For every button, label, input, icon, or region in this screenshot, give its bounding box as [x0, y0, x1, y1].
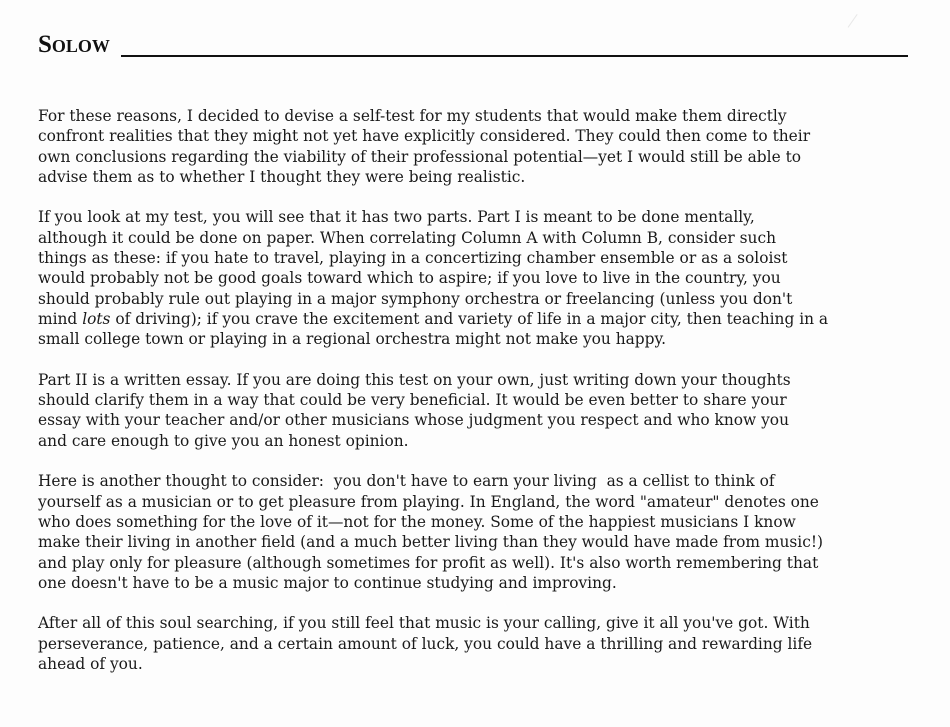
text-line: After all of this soul searching, if you still feel that music is your calling, give it all you've got. With	[38, 614, 810, 633]
text-line-with-italic	[38, 309, 918, 329]
text-line: If you look at my test, you will see that it has two parts. Part I is meant to be done mentally,	[38, 208, 755, 227]
text-line: yourself as a musician or to get pleasure from playing. In England, the word "amateur" denotes one	[38, 492, 819, 511]
text-line: confront realities that they might not yet have explicitly considered. They could then come to their	[38, 127, 811, 146]
text-line: should clarify them in a way that could be very beneficial. It would be even better to share your	[38, 391, 787, 410]
text-line: perseverance, patience, and a certain amount of luck, you could have a thrilling and rewarding life	[38, 634, 813, 653]
text-line: advise them as to whether I thought they were being realistic.	[38, 167, 526, 186]
text-run: mind	[38, 309, 83, 328]
header-rule	[121, 55, 908, 57]
paragraph-5	[38, 613, 918, 674]
text-line: Part II is a written essay. If you are doing this test on your own, just writing down your thoughts	[38, 370, 791, 389]
paragraph-2	[38, 207, 918, 349]
paragraph-1	[38, 106, 918, 187]
paragraph-4	[38, 471, 918, 593]
text-line: small college town or playing in a regional orchestra might not make you happy.	[38, 330, 667, 349]
scan-artifact	[839, 8, 857, 27]
text-line: and play only for pleasure (although sometimes for profit as well). It's also worth remembering that	[38, 553, 819, 572]
text-line: should probably rule out playing in a major symphony orchestra or freelancing (unless you don't	[38, 289, 793, 308]
author-name: Solow	[38, 31, 110, 58]
text-line: For these reasons, I decided to devise a self-test for my students that would make them directly	[38, 107, 787, 125]
text-line: although it could be done on paper. When correlating Column A with Column B, consider such	[38, 228, 777, 247]
text-line: and care enough to give you an honest opinion.	[38, 431, 409, 450]
text-line: who does something for the love of it—not for the money. Some of the happiest musicians I know	[38, 512, 796, 531]
text-run: of driving); if you crave the excitement and variety of life in a major city, then teaching in a	[110, 309, 829, 328]
text-line: one doesn't have to be a music major to continue studying and improving.	[38, 573, 617, 592]
text-line: would probably not be good goals toward which to aspire; if you love to live in the country, you	[38, 269, 781, 288]
running-header	[38, 28, 908, 62]
text-line: Here is another thought to consider: you don't have to earn your living as a cellist to think of	[38, 472, 775, 491]
italic-emphasis: lots	[82, 309, 111, 328]
text-line: essay with your teacher and/or other musicians whose judgment you respect and who know you	[38, 411, 789, 430]
text-line: ahead of you.	[38, 655, 143, 674]
paragraph-3	[38, 370, 918, 451]
text-line: things as these: if you hate to travel, playing in a concertizing chamber ensemble or as a soloist	[38, 249, 788, 268]
text-line: own conclusions regarding the viability of their professional potential—yet I would still be able to	[38, 147, 802, 166]
document-body	[38, 106, 918, 695]
text-line: make their living in another field (and a much better living than they would have made from music!)	[38, 533, 824, 552]
